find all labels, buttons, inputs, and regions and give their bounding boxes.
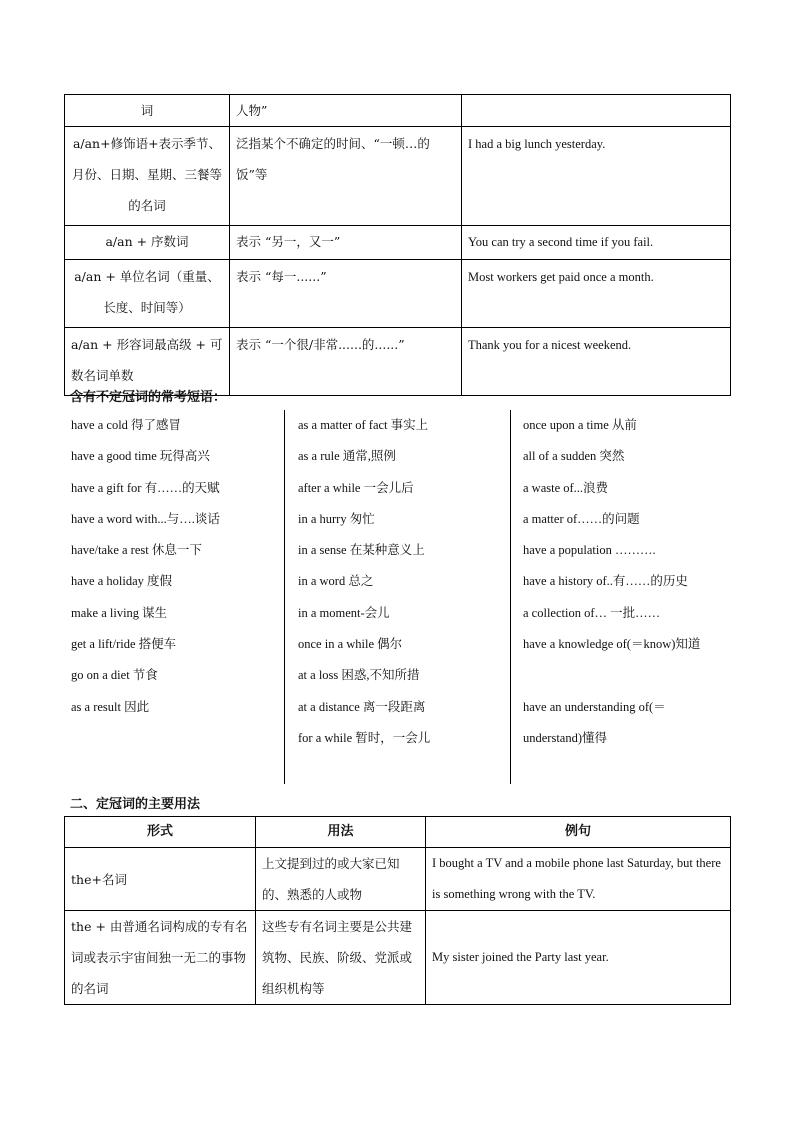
column-divider	[510, 410, 511, 784]
usage-cell: 这些专有名词主要是公共建筑物、民族、阶级、党派或组织机构等	[256, 911, 426, 1005]
phrase-item: in a hurry 匆忙	[298, 511, 375, 526]
phrase-item: a collection of… 一批……	[523, 605, 661, 620]
phrase-item: once in a while 偶尔	[298, 637, 403, 652]
table-row	[65, 260, 731, 328]
phrase-item: make a living 谋生	[71, 605, 168, 620]
phrase-item: have a population ……….	[523, 543, 656, 558]
phrases-title: 含有不定冠词的常考短语：	[70, 390, 227, 405]
phrase-column-1	[71, 410, 276, 723]
example-cell: You can try a second time if you fail.	[462, 226, 731, 260]
example-cell: I bought a TV and a mobile phone last Saturday, but there is something wrong with the TV.	[426, 848, 731, 911]
form-cell: a/an+修饰语+表示季节、月份、日期、星期、三餐等的名词	[65, 127, 230, 226]
example-cell: Thank you for a nicest weekend.	[462, 328, 731, 396]
table-row	[65, 95, 731, 127]
phrase-item: have/take a rest 休息一下	[71, 543, 202, 558]
phrase-item: as a rule 通常,照例	[298, 449, 396, 464]
phrase-item: go on a diet 节食	[71, 668, 158, 683]
usage-cell: 人物”	[230, 95, 462, 127]
phrase-item: in a moment-会儿	[298, 605, 390, 620]
table-row	[65, 911, 731, 1005]
usage-cell: 表示 “另一，又一”	[230, 226, 462, 260]
phrase-item: for a while 暂时，一会儿	[298, 730, 431, 745]
phrase-item: a waste of...浪费	[523, 480, 609, 495]
form-cell: a/an + 形容词最高级 + 可数名词单数	[65, 328, 230, 396]
example-cell: My sister joined the Party last year.	[426, 911, 731, 1005]
usage-cell: 上文提到过的或大家已知的、熟悉的人或物	[256, 848, 426, 911]
column-header-form: 形式	[65, 817, 256, 848]
example-cell: Most workers get paid once a month.	[462, 260, 731, 328]
indefinite-article-table	[64, 94, 731, 396]
phrase-item: after a while 一会儿后	[298, 480, 414, 495]
table-row	[65, 848, 731, 911]
phrase-item: have a holiday 度假	[71, 574, 173, 589]
column-header-usage: 用法	[256, 817, 426, 848]
phrase-item: have a word with...与….谈话	[71, 511, 220, 526]
column-header-example: 例句	[426, 817, 731, 848]
phrase-item: as a matter of fact 事实上	[298, 418, 429, 432]
phrase-item: at a loss 困惑,不知所措	[298, 668, 420, 683]
phrase-item: have a cold 得了感冒	[71, 418, 182, 432]
phrase-item: have an understanding of(＝understand)懂得	[523, 699, 666, 745]
example-cell: I had a big lunch yesterday.	[462, 127, 731, 226]
phrase-item: have a good time 玩得高兴	[71, 449, 210, 464]
form-cell: the + 由普通名词构成的专有名词或表示宇宙间独一无二的事物的名词	[65, 911, 256, 1005]
phrase-item: at a distance 离一段距离	[298, 699, 426, 714]
form-cell: a/an + 单位名词（重量、长度、时间等）	[65, 260, 230, 328]
table-header-row	[65, 817, 731, 848]
form-cell: 词	[65, 95, 230, 127]
phrase-item: all of a sudden 突然	[523, 449, 625, 464]
usage-cell: 泛指某个不确定的时间、“一顿…的饭”等	[230, 127, 462, 226]
form-cell: a/an + 序数词	[65, 226, 230, 260]
column-divider	[284, 410, 285, 784]
phrase-item: get a lift/ride 搭便车	[71, 637, 177, 652]
phrase-item: as a result 因此	[71, 699, 150, 714]
phrase-item: a matter of……的问题	[523, 511, 640, 526]
phrase-item: have a knowledge of(＝know)知道	[523, 637, 701, 652]
phrase-column-3	[523, 410, 723, 754]
phrase-item: in a sense 在某种意义上	[298, 543, 425, 558]
usage-cell: 表示 “每一......”	[230, 260, 462, 328]
phrase-item: have a gift for 有……的天赋	[71, 480, 220, 495]
phrase-item: have a history of..有……的历史	[523, 574, 688, 589]
phrase-column-2	[298, 410, 498, 754]
usage-cell: 表示 “一个很/非常......的......”	[230, 328, 462, 396]
phrase-item: once upon a time 从前	[523, 418, 637, 432]
form-cell: the+名词	[65, 848, 256, 911]
definite-article-title: 二、定冠词的主要用法	[70, 797, 201, 812]
table-row	[65, 226, 731, 260]
phrase-item: in a word 总之	[298, 574, 374, 589]
definite-article-table	[64, 816, 731, 1005]
example-cell	[462, 95, 731, 127]
table-row	[65, 127, 731, 226]
